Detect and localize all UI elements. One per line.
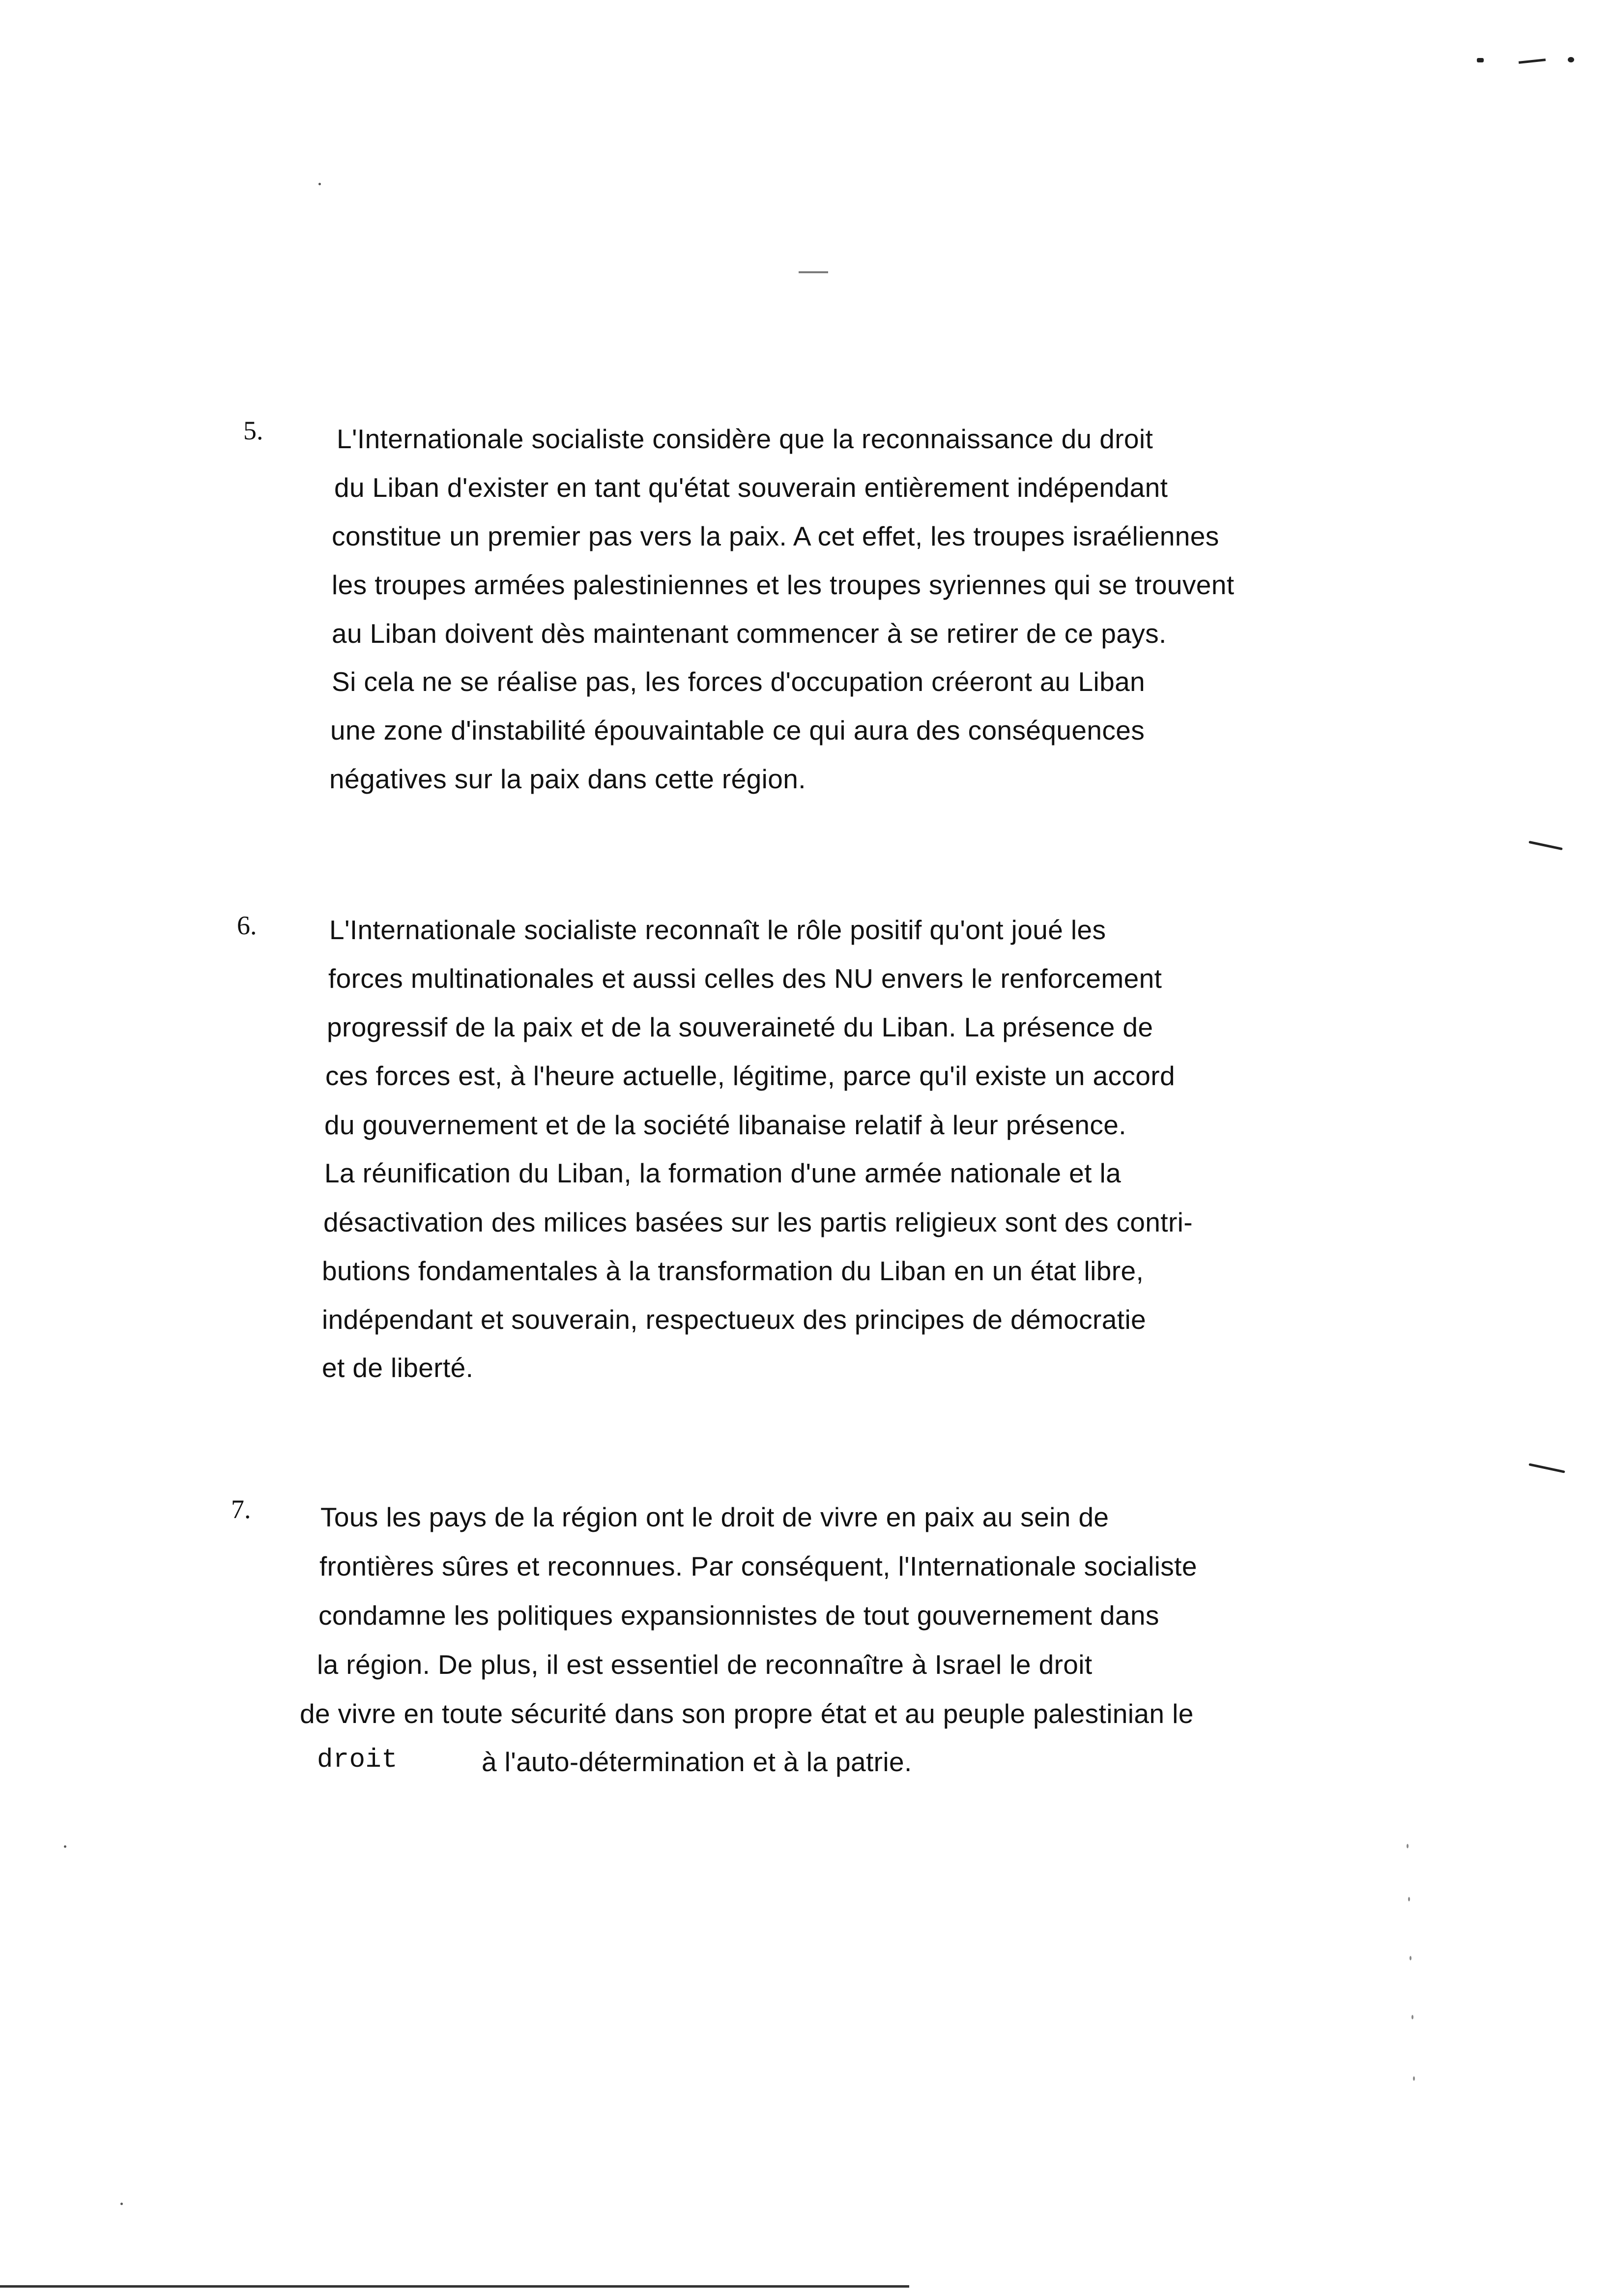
paragraph-line: désactivation des milices basées sur les partis religieux sont des contri- [323, 1207, 1193, 1237]
scan-mark-top-center [799, 271, 828, 273]
paragraph-number: 7. [231, 1494, 251, 1524]
scan-speck [1411, 2015, 1413, 2019]
paragraph-line: les troupes armées palestiniennes et les troupes syriennes qui se trouvent [332, 570, 1235, 600]
paragraph-line: Tous les pays de la région ont le droit de vivre en paix au sein de [320, 1502, 1109, 1532]
scan-speck [64, 1845, 66, 1848]
paragraph-line: une zone d'instabilité épouvaintable ce qui aura des conséquences [330, 715, 1145, 746]
paragraph-line: La réunification du Liban, la formation d'une armée nationale et la [324, 1158, 1122, 1188]
scan-mark-top-right [1477, 58, 1484, 62]
paragraph-line: ces forces est, à l'heure actuelle, légitime, parce qu'il existe un accord [325, 1061, 1175, 1091]
paragraph-line: à l'auto-détermination et à la patrie. [482, 1747, 912, 1777]
scan-mark-right-arc-2 [1528, 1463, 1565, 1473]
paragraph-line: indépendant et souverain, respectueux des principes de démocratie [322, 1304, 1147, 1335]
scan-speck [1413, 2076, 1415, 2081]
paragraph-number: 6. [237, 911, 257, 940]
paragraph-line: constitue un premier pas vers la paix. A cet effet, les troupes israéliennes [332, 521, 1219, 551]
paragraph-line: négatives sur la paix dans cette région. [329, 764, 806, 794]
scan-speck [318, 183, 321, 185]
paragraph-line: L'Internationale socialiste reconnaît le rôle positif qu'ont joué les [329, 915, 1106, 945]
paragraph-number: 5. [243, 416, 263, 445]
scan-speck [1407, 1844, 1409, 1848]
scan-speck [120, 2203, 123, 2205]
scan-mark-top-right-dash [1519, 58, 1546, 64]
paragraph-line: de vivre en toute sécurité dans son propre état et au peuple palestinian le [300, 1698, 1194, 1729]
scan-edge-line [0, 2285, 909, 2288]
paragraph-line: la région. De plus, il est essentiel de reconnaître à Israel le droit [317, 1649, 1093, 1680]
scan-mark-top-right-dot [1568, 57, 1574, 62]
paragraph-line: droit [317, 1745, 398, 1775]
paragraph-line: Si cela ne se réalise pas, les forces d'occupation créeront au Liban [332, 666, 1146, 697]
paragraph-line: du gouvernement et de la société libanaise relatif à leur présence. [324, 1110, 1126, 1140]
paragraph-line: progressif de la paix et de la souveraineté du Liban. La présence de [327, 1012, 1153, 1042]
paragraph-line: condamne les politiques expansionnistes de tout gouvernement dans [318, 1600, 1159, 1631]
paragraph-line: au Liban doivent dès maintenant commencer à se retirer de ce pays. [332, 618, 1167, 649]
scan-speck [1410, 1956, 1411, 1960]
paragraph-line: frontières sûres et reconnues. Par conséquent, l'Internationale socialiste [319, 1551, 1197, 1581]
paragraph-line: L'Internationale socialiste considère que la reconnaissance du droit [337, 424, 1153, 454]
paragraph-line: butions fondamentales à la transformation du Liban en un état libre, [322, 1256, 1144, 1286]
scan-speck [1408, 1897, 1410, 1901]
paragraph-line: et de liberté. [322, 1352, 474, 1383]
paragraph-line: du Liban d'exister en tant qu'état souverain entièrement indépendant [334, 472, 1168, 503]
paragraph-line: forces multinationales et aussi celles des NU envers le renforcement [328, 963, 1162, 994]
scan-mark-right-arc-1 [1528, 841, 1563, 850]
